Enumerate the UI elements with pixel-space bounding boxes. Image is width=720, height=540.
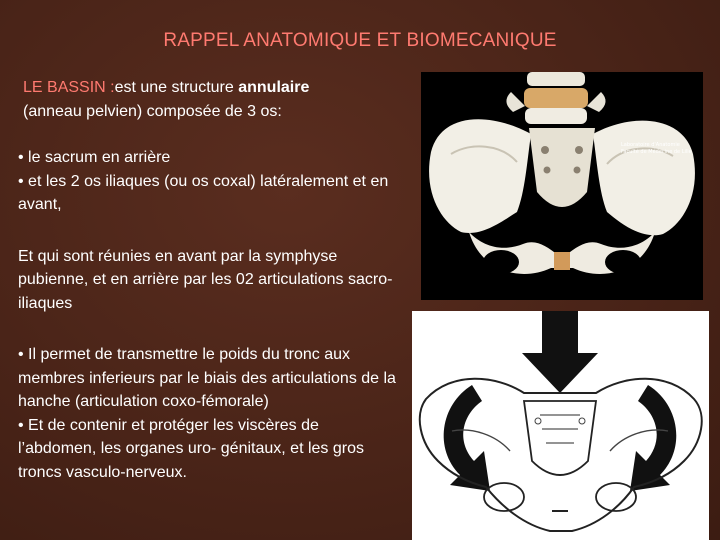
text-block (18, 76, 398, 484)
intro-emphasis: annulaire (238, 79, 310, 96)
intro-paragraph (23, 76, 398, 123)
intro-text-1: est une structure (114, 79, 239, 96)
bullet-sacrum: • le sacrum en arrière (18, 149, 171, 166)
slide-title: RAPPEL ANATOMIQUE ET BIOMECANIQUE (163, 30, 557, 51)
photo-caption-line-2: Faculté de Médecine de Lille (621, 149, 692, 155)
pelvis-photo (421, 72, 703, 300)
symphysis-paragraph: Et qui sont réunies en avant par la symphyse pubienne, et en arrière par les 02 articulations sacro-iliaques (18, 247, 393, 312)
photo-caption-line-1: Laboratoire d'Anatomie (621, 142, 680, 148)
intro-text-2: (anneau pelvien) composée de 3 os: (23, 102, 282, 120)
bullet-transmission: • Il permet de transmettre le poids du tronc aux membres inferieurs par le biais des articulations de la hanche (articulation coxo-fémorale) (18, 346, 396, 410)
intro-lead: LE BASSIN : (23, 79, 115, 96)
load-diagram (412, 311, 709, 540)
bullet-iliac: • et les 2 os iliaques (ou os coxal) latéralement et en avant, (18, 172, 389, 213)
bullet-protection: • Et de contenir et protéger les viscères de l’abdomen, les organes uro- génitaux, et les gros troncs vasculo-nerveux. (18, 416, 364, 481)
